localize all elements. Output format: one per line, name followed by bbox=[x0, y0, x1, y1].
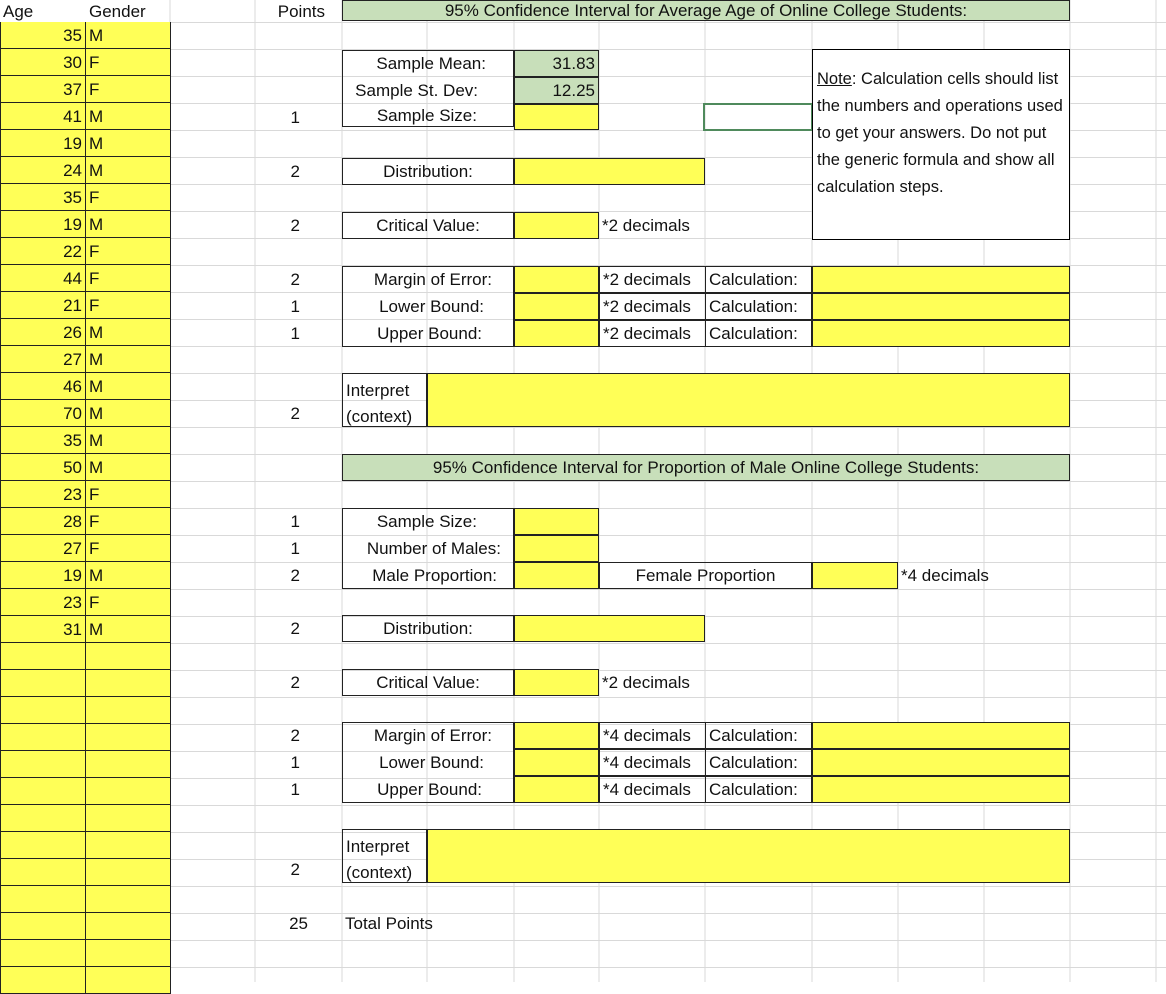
gender-cell[interactable]: M bbox=[85, 400, 171, 427]
upper-input[interactable] bbox=[514, 320, 599, 347]
lower-input[interactable] bbox=[514, 293, 599, 320]
age-cell[interactable] bbox=[0, 859, 86, 886]
margin-decimals-note: *2 decimals bbox=[599, 266, 705, 293]
sample-sd-value[interactable]: 12.25 bbox=[514, 77, 599, 104]
critical-value-input-2[interactable] bbox=[514, 669, 599, 696]
distribution-input-2[interactable] bbox=[514, 615, 705, 642]
sample-size-label-2: Sample Size: bbox=[376, 512, 477, 531]
gender-cell[interactable] bbox=[85, 778, 171, 805]
age-cell[interactable] bbox=[0, 778, 86, 805]
age-cell[interactable]: 50 bbox=[0, 454, 86, 481]
age-cell[interactable] bbox=[0, 886, 86, 913]
age-cell[interactable]: 41 bbox=[0, 103, 86, 130]
total-points-value: 25 bbox=[289, 914, 308, 933]
upper-calc-input[interactable] bbox=[812, 320, 1070, 347]
upper-calc-input-2[interactable] bbox=[812, 776, 1070, 803]
age-cell[interactable]: 70 bbox=[0, 400, 86, 427]
age-cell[interactable]: 23 bbox=[0, 589, 86, 616]
gender-cell[interactable]: M bbox=[85, 454, 171, 481]
gender-cell[interactable] bbox=[85, 940, 171, 967]
age-cell[interactable] bbox=[0, 724, 86, 751]
age-cell[interactable]: 44 bbox=[0, 265, 86, 292]
gender-cell[interactable]: M bbox=[85, 373, 171, 400]
age-cell[interactable]: 30 bbox=[0, 49, 86, 76]
points-sample-size-2: 1 bbox=[290, 512, 300, 531]
margin-calc-label: Calculation: bbox=[705, 266, 812, 293]
margin-decimals-note-2: *4 decimals bbox=[599, 722, 705, 749]
margin-label: Margin of Error: bbox=[373, 270, 492, 289]
margin-input-2[interactable] bbox=[514, 722, 599, 749]
lower-decimals-note: *2 decimals bbox=[599, 293, 705, 320]
section1-title[interactable]: 95% Confidence Interval for Average Age of Online College Students: bbox=[342, 0, 1070, 21]
sample-sd-label: Sample St. Dev: bbox=[355, 81, 478, 100]
lower-calc-input-2[interactable] bbox=[812, 749, 1070, 776]
upper-decimals-note: *2 decimals bbox=[599, 320, 705, 347]
gender-cell[interactable]: F bbox=[85, 265, 171, 292]
age-cell[interactable] bbox=[0, 940, 86, 967]
total-points-label: Total Points bbox=[345, 914, 433, 933]
points-critical-value-2: 2 bbox=[290, 673, 300, 692]
lower-label-2: Lower Bound: bbox=[379, 753, 484, 772]
lower-calc-input[interactable] bbox=[812, 293, 1070, 320]
gender-cell[interactable]: M bbox=[85, 22, 171, 49]
gender-cell[interactable]: F bbox=[85, 508, 171, 535]
upper-label-2: Upper Bound: bbox=[377, 780, 482, 799]
gender-cell[interactable] bbox=[85, 859, 171, 886]
note-label: Note bbox=[817, 70, 852, 88]
interpret-label bbox=[342, 373, 427, 427]
points-interpret-2: 2 bbox=[290, 860, 300, 879]
gender-cell[interactable]: M bbox=[85, 427, 171, 454]
age-cell[interactable]: 24 bbox=[0, 157, 86, 184]
note-text: : Calculation cells should list the numbers and operations used to get your answers. Do not put the generic formula and show all calculation steps. bbox=[817, 70, 1063, 196]
interpret-input[interactable] bbox=[427, 373, 1070, 427]
margin-calc-input-2[interactable] bbox=[812, 722, 1070, 749]
margin-input[interactable] bbox=[514, 266, 599, 293]
age-cell[interactable]: 19 bbox=[0, 211, 86, 238]
distribution-label: Distribution: bbox=[342, 158, 514, 185]
lower-decimals-note-2: *4 decimals bbox=[599, 749, 705, 776]
age-cell[interactable] bbox=[0, 751, 86, 778]
gender-cell[interactable]: M bbox=[85, 103, 171, 130]
male-prop-input[interactable] bbox=[514, 562, 599, 589]
lower-calc-label: Calculation: bbox=[705, 293, 812, 320]
age-cell[interactable]: 28 bbox=[0, 508, 86, 535]
upper-calc-label: Calculation: bbox=[705, 320, 812, 347]
gender-cell[interactable] bbox=[85, 913, 171, 940]
points-interpret: 2 bbox=[290, 404, 300, 423]
female-prop-label: Female Proportion bbox=[599, 562, 812, 589]
age-cell[interactable] bbox=[0, 967, 86, 994]
points-distribution: 2 bbox=[290, 162, 300, 181]
gender-cell[interactable]: F bbox=[85, 49, 171, 76]
points-critical-value: 2 bbox=[290, 216, 300, 235]
gender-cell[interactable] bbox=[85, 643, 171, 670]
female-prop-decimals-note: *4 decimals bbox=[901, 566, 989, 585]
age-cell[interactable] bbox=[0, 805, 86, 832]
header-points[interactable]: Points bbox=[277, 1, 325, 21]
header-age[interactable]: Age bbox=[3, 1, 34, 21]
critical-value-label-2: Critical Value: bbox=[342, 669, 514, 696]
age-cell[interactable]: 23 bbox=[0, 481, 86, 508]
age-cell[interactable]: 22 bbox=[0, 238, 86, 265]
age-cell[interactable]: 31 bbox=[0, 616, 86, 643]
points-lower: 1 bbox=[290, 297, 300, 316]
critical-value-decimals-note-2: *2 decimals bbox=[602, 673, 690, 692]
points-margin: 2 bbox=[290, 270, 300, 289]
gender-cell[interactable]: M bbox=[85, 211, 171, 238]
gender-cell[interactable]: M bbox=[85, 616, 171, 643]
selected-cell[interactable] bbox=[703, 103, 813, 131]
gender-cell[interactable]: M bbox=[85, 562, 171, 589]
gender-cell[interactable] bbox=[85, 832, 171, 859]
age-cell[interactable]: 37 bbox=[0, 76, 86, 103]
age-cell[interactable]: 27 bbox=[0, 535, 86, 562]
header-gender[interactable]: Gender bbox=[89, 1, 146, 21]
age-cell[interactable]: 35 bbox=[0, 184, 86, 211]
interpret-label-line1: Interpret bbox=[346, 381, 410, 400]
points-male-prop: 2 bbox=[290, 566, 300, 585]
age-cell[interactable]: 21 bbox=[0, 292, 86, 319]
points-margin-2: 2 bbox=[290, 726, 300, 745]
distribution-label-2: Distribution: bbox=[342, 615, 514, 642]
age-cell[interactable] bbox=[0, 643, 86, 670]
lower-input-2[interactable] bbox=[514, 749, 599, 776]
margin-label-2: Margin of Error: bbox=[373, 726, 492, 745]
points-lower-2: 1 bbox=[290, 753, 300, 772]
interpret-label-2-line1: Interpret bbox=[346, 837, 410, 856]
critical-value-input[interactable] bbox=[514, 212, 599, 239]
margin-calc-input[interactable] bbox=[812, 266, 1070, 293]
gender-cell[interactable]: F bbox=[85, 238, 171, 265]
gender-cell[interactable] bbox=[85, 805, 171, 832]
sample-size-input-2[interactable] bbox=[514, 508, 599, 535]
lower-label: Lower Bound: bbox=[379, 297, 484, 316]
gender-cell[interactable]: M bbox=[85, 346, 171, 373]
note-box bbox=[812, 49, 1070, 240]
age-cell[interactable] bbox=[0, 670, 86, 697]
age-cell[interactable]: 35 bbox=[0, 22, 86, 49]
males-input[interactable] bbox=[514, 535, 599, 562]
sample-size-input[interactable] bbox=[514, 104, 599, 130]
gender-cell[interactable] bbox=[85, 967, 171, 994]
sample-size-label: Sample Size: bbox=[376, 106, 477, 125]
interpret-label-2 bbox=[342, 829, 427, 883]
age-cell[interactable]: 26 bbox=[0, 319, 86, 346]
gender-cell[interactable] bbox=[85, 670, 171, 697]
points-upper: 1 bbox=[290, 324, 300, 343]
age-cell[interactable]: 19 bbox=[0, 130, 86, 157]
gender-cell[interactable]: F bbox=[85, 184, 171, 211]
gender-cell[interactable]: M bbox=[85, 157, 171, 184]
upper-label: Upper Bound: bbox=[377, 324, 482, 343]
gender-cell[interactable] bbox=[85, 697, 171, 724]
upper-decimals-note-2: *4 decimals bbox=[599, 776, 705, 803]
upper-calc-label-2: Calculation: bbox=[705, 776, 812, 803]
gender-cell[interactable] bbox=[85, 724, 171, 751]
points-males: 1 bbox=[290, 539, 300, 558]
margin-calc-label-2: Calculation: bbox=[705, 722, 812, 749]
gender-cell[interactable]: F bbox=[85, 481, 171, 508]
gender-cell[interactable]: F bbox=[85, 76, 171, 103]
interpret-label-2-line2: (context) bbox=[346, 863, 413, 883]
interpret-label-line2: (context) bbox=[346, 407, 413, 427]
gender-cell[interactable] bbox=[85, 886, 171, 913]
points-upper-2: 1 bbox=[290, 780, 300, 799]
lower-calc-label-2: Calculation: bbox=[705, 749, 812, 776]
age-cell[interactable]: 46 bbox=[0, 373, 86, 400]
age-cell[interactable]: 27 bbox=[0, 346, 86, 373]
gender-cell[interactable]: F bbox=[85, 292, 171, 319]
sample-mean-label: Sample Mean: bbox=[376, 54, 486, 73]
section2-title[interactable]: 95% Confidence Interval for Proportion of Male Online College Students: bbox=[342, 454, 1070, 481]
sample-mean-value[interactable]: 31.83 bbox=[514, 50, 599, 77]
age-cell[interactable]: 19 bbox=[0, 562, 86, 589]
upper-input-2[interactable] bbox=[514, 776, 599, 803]
age-cell[interactable] bbox=[0, 913, 86, 940]
age-cell[interactable]: 35 bbox=[0, 427, 86, 454]
female-prop-input[interactable] bbox=[812, 562, 898, 589]
points-sample-size: 1 bbox=[290, 108, 300, 127]
male-prop-label: Male Proportion: bbox=[372, 566, 497, 585]
gender-cell[interactable]: F bbox=[85, 589, 171, 616]
gender-cell[interactable]: M bbox=[85, 130, 171, 157]
points-distribution-2: 2 bbox=[290, 619, 300, 638]
age-cell[interactable] bbox=[0, 697, 86, 724]
males-label: Number of Males: bbox=[366, 539, 501, 558]
age-cell[interactable] bbox=[0, 832, 86, 859]
gender-cell[interactable] bbox=[85, 751, 171, 778]
gender-cell[interactable]: F bbox=[85, 535, 171, 562]
distribution-input[interactable] bbox=[514, 158, 705, 185]
interpret-input-2[interactable] bbox=[427, 829, 1070, 883]
critical-value-decimals-note: *2 decimals bbox=[602, 216, 690, 235]
critical-value-label: Critical Value: bbox=[342, 212, 514, 239]
gender-cell[interactable]: M bbox=[85, 319, 171, 346]
